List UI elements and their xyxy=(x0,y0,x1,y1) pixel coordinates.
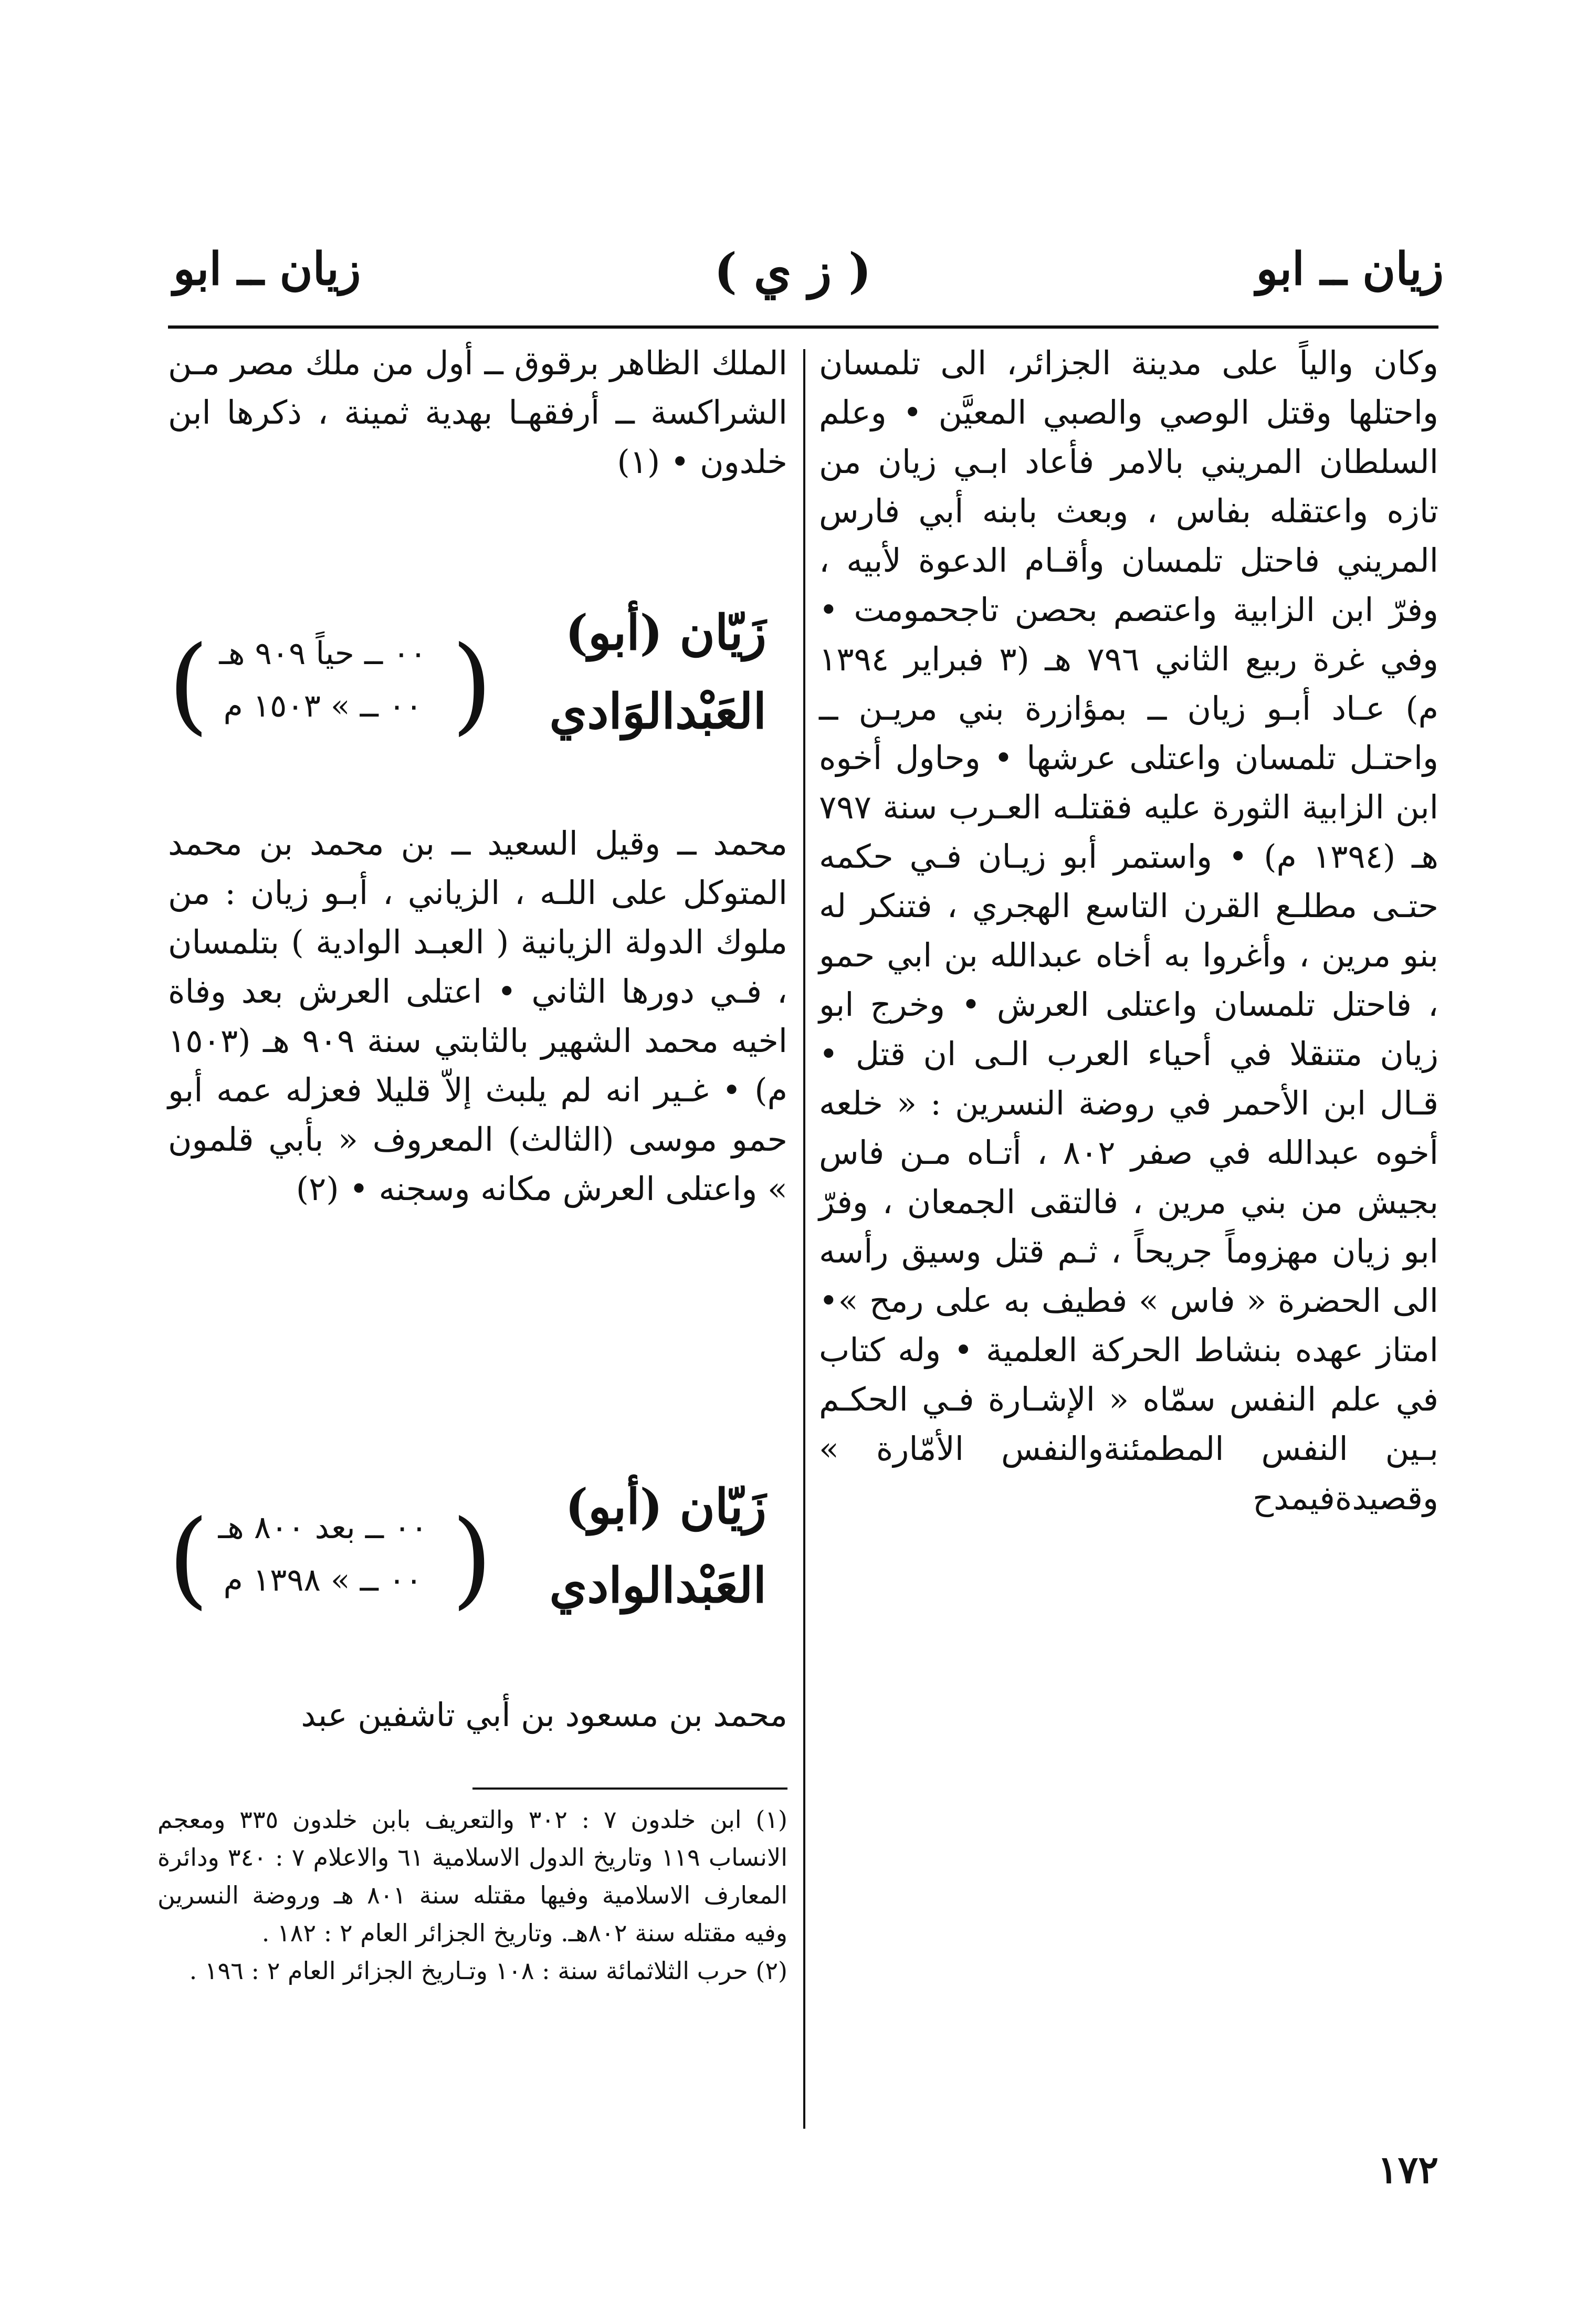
entry-dates-gregorian: ٠٠ ــ » ١٣٩٨ م xyxy=(223,1562,423,1599)
entry-nisba: العَبْدالوادي xyxy=(549,1557,766,1614)
page-number: ١٧٢ xyxy=(1377,2147,1438,2192)
right-column-text: وكان والياً على مدينة الجزائر، الى تلمسان واحتلها وقتل الوصي والصبي المعيَّن • وعلم السلطان المريني بالامر فأعاد ابـي زيان من تازه واعتقله بفاس ، وبعث بابنه أبي فارس المريني فاحتل تلمسان وأقـام الدعوة لأبيه ، وفرّ ابن الزابية واعتصم بحصن تاجحمومت • وفي غرة ربيع الثاني ٧٩٦ هـ (٣ فبراير ١٣٩٤ م) عـاد أبـو زيان ــ بمؤازرة بني مريـن ــ واحتـل تلمسان واعتلى عرشها • وحاول أخوه ابن الزابية الثورة عليه فقتلـه العـرب سنة ٧٩٧ هـ (١٣٩٤ م) • واستمر أبو زيـان فـي حكمه حتـى مطلـع القرن التاسع الهجري ، فتنكر له بنو مرين ، وأغروا به أخاه عبدالله بن ابي حمو ، فاحتل تلمسان واعتلى العرش • وخرج ابو زيان متنقلا في أحياء العرب الـى ان قتل • قـال ابن الأحمر في روضة النسرين : « خلعه أخوه عبدالله في صفر ٨٠٢ ، أتـاه مـن فاس بجيش من بني مرين ، فالتقى الجمعان ، وفرّ ابو زيان مهزوماً جريحاً ، ثـم قتل وسيق رأسه الى الحضرة « فاس » فطيف به على رمح »• امتاز عهده بنشاط الحركة العلمية • وله كتاب في علم النفس سمّاه « الإشـارة فـي الحكـم بـين النفس المطمئنةوالنفس الأمّارة » وقصيدةفيمدح xyxy=(819,344,1438,1517)
entry-2-text: محمد بن مسعود بن أبي تاشفين عبد xyxy=(301,1696,787,1734)
running-header-left: زيان ــ ابو xyxy=(173,243,361,296)
footnote-2: (٢) حرب الثلاثمائة سنة : ١٠٨ وتـاريخ الجزائر العام ٢ : ١٩٦ . xyxy=(189,1957,787,1985)
brace-open: ( xyxy=(451,624,493,746)
entry-1-text: محمد ــ وقيل السعيد ــ بن محمد بن محمد المتوكل على اللـه ، الزياني ، أبـو زيان : من ملوك الدولة الزيانية ( العبـد الوادية ) بتلمسان ، فـي دورها الثاني • اعتلى العرش بعد وفاة اخيه محمد الشهير بالثابتي سنة ٩٠٩ هـ (١٥٠٣ م) • غـير انه لم يلبث إلاّ قليلا فعزله عمه أبو حمو موسى (الثالث) المعروف « بأبي قلمون » واعتلى العرش مكانه وسجنه • (٢) xyxy=(168,824,787,1208)
brace-open: ( xyxy=(451,1498,493,1620)
entry-name: زَيّان (أبو) xyxy=(565,1478,766,1535)
running-header-center: ( ز ي ) xyxy=(714,243,871,299)
entry-dates-gregorian: ٠٠ ــ » ١٥٠٣ م xyxy=(223,688,423,724)
entry-dates-hijri: ٠٠ ــ حياً ٩٠٩ هـ xyxy=(219,635,427,672)
entry-dates-hijri: ٠٠ ــ بعد ٨٠٠ هـ xyxy=(218,1509,428,1546)
column-separator xyxy=(803,349,805,2129)
entry-heading-2 xyxy=(168,1475,787,1622)
entry-dates xyxy=(199,627,446,732)
footnote-1: (١) ابن خلدون ٧ : ٣٠٢ والتعريف بابن خلدون ٣٣٥ ومعجم الانساب ١١٩ وتاريخ الدول الاسلامية ٦١ والاعلام ٧ : ٣٤٠ ودائرة المعارف الاسلامية وفيها مقتله سنة ٨٠١ هـ وروضة النسرين وفيه مقتله سنة ٨٠٢هـ. وتاريخ الجزائر العام ٢ : ١٨٢ . xyxy=(157,1805,787,1947)
left-column-top-text: الملك الظاهر برقوق ــ أول من ملك مصر مـن الشراكسة ــ أرفقهـا بهدية ثمينة ، ذكرها ابن خلدون • (١) xyxy=(168,344,787,481)
footnote-rule xyxy=(472,1787,787,1790)
entry-heading-1 xyxy=(168,601,787,748)
entry-nisba: العَبْدالوَادي xyxy=(549,683,766,740)
header-rule xyxy=(168,325,1438,329)
brace-close: ) xyxy=(168,624,209,746)
footnotes xyxy=(157,1801,787,1990)
brace-close: ) xyxy=(168,1498,209,1620)
entry-name: زَيّان (أبو) xyxy=(565,604,766,661)
entry-dates xyxy=(199,1501,446,1606)
running-header-right: زيان ــ ابو xyxy=(1256,243,1444,296)
